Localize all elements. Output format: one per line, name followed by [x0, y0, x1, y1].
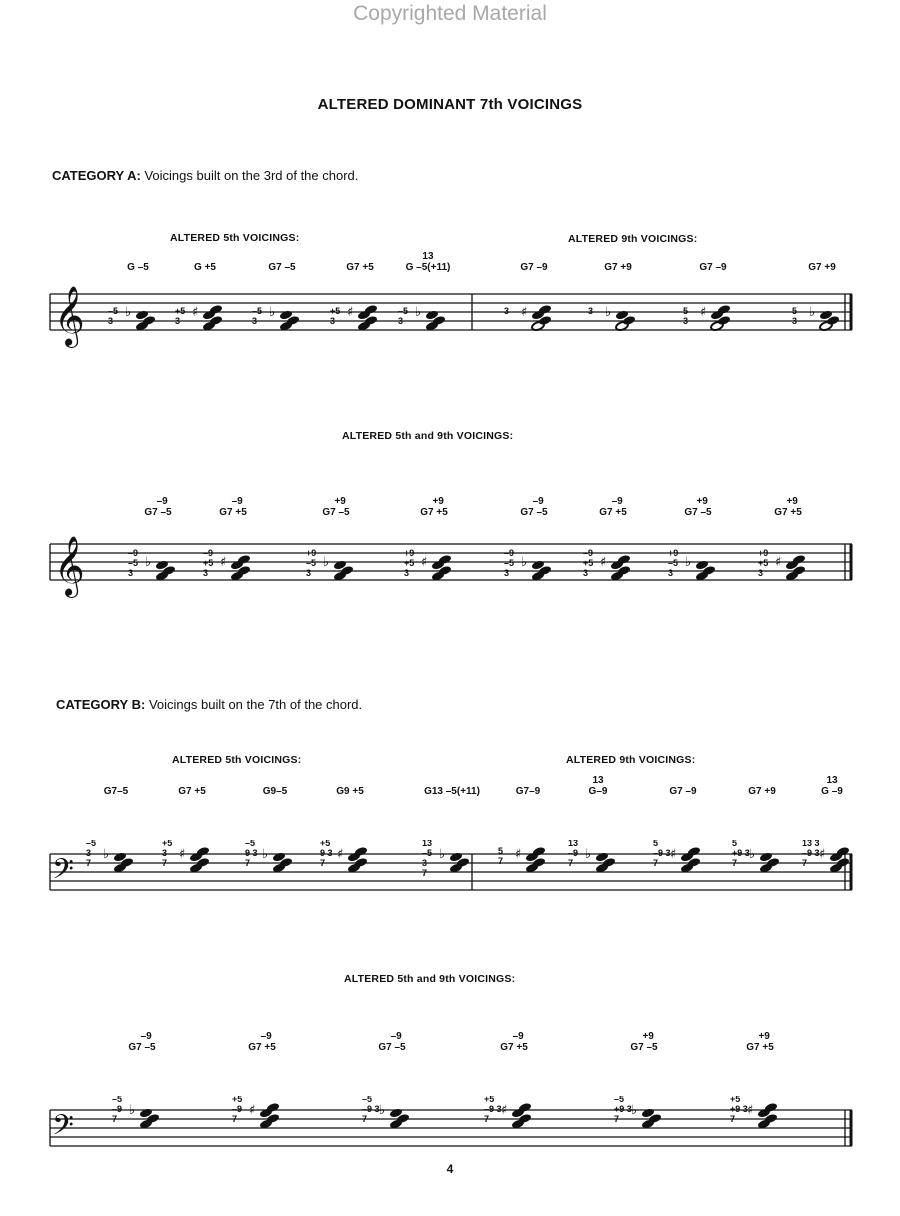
chord-symbol: +9 G7 –5	[630, 1031, 658, 1053]
sharp-sign-icon: ♯	[249, 1103, 256, 1118]
subhead-b-altered-9th: ALTERED 9th VOICINGS:	[566, 754, 696, 766]
interval-figures: –5 –9 3 7	[362, 1096, 380, 1124]
flat-sign-icon: ♭	[103, 847, 110, 862]
chord-voicing	[398, 305, 446, 332]
chord-voicing	[568, 840, 616, 874]
bass-clef-icon: 𝄢	[52, 1109, 74, 1149]
treble-clef-icon: 𝄞	[54, 536, 85, 596]
chord-symbol: G7 +9	[604, 262, 632, 273]
chord-voicing	[245, 840, 293, 874]
interval-figures: –9 –5 3	[504, 548, 515, 578]
sharp-sign-icon: ♯	[337, 847, 344, 862]
flat-sign-icon: ♭	[605, 305, 612, 320]
sharp-sign-icon: ♯	[220, 555, 227, 570]
interval-figures: –9 –5 3	[128, 548, 139, 578]
flat-sign-icon: ♭	[125, 305, 132, 320]
chord-symbol: G –5	[127, 262, 149, 273]
chord-voicing	[362, 1096, 410, 1130]
staff-lines	[50, 544, 852, 580]
chord-symbol: –9 G7 –5	[128, 1031, 156, 1053]
category-a-label: CATEGORY A:	[52, 168, 141, 183]
interval-figures: +9 –5 3	[668, 548, 679, 578]
interval-figures: –9 +5 3	[583, 548, 594, 578]
chord-symbol: +9 G7 +5	[420, 496, 448, 518]
interval-figures: –5 3	[398, 306, 409, 326]
chord-symbol: 13 G –9	[821, 775, 843, 797]
chord-voicing	[484, 1096, 532, 1130]
flat-sign-icon: ♭	[521, 555, 528, 570]
chord-symbol: G9 +5	[336, 786, 364, 797]
category-a-heading	[52, 168, 358, 183]
sharp-sign-icon: ♯	[747, 1103, 754, 1118]
flat-sign-icon: ♭	[631, 1103, 638, 1118]
chord-symbol: G7 –5	[268, 262, 296, 273]
interval-figures: 13 –9 7	[568, 840, 579, 868]
interval-figures: –5 +9 3 7	[614, 1096, 632, 1124]
interval-figures: –5 3 7	[86, 840, 97, 868]
chord-voicing	[730, 1096, 778, 1130]
chord-symbol: –9 G7 +5	[248, 1031, 276, 1053]
interval-figures: 5 –9 3 7	[653, 840, 671, 868]
flat-sign-icon: ♭	[262, 847, 269, 862]
sharp-sign-icon: ♯	[192, 305, 199, 320]
chord-voicing	[498, 846, 546, 874]
sharp-sign-icon: ♯	[819, 847, 826, 862]
category-a-text: Voicings built on the 3rd of the chord.	[144, 168, 359, 183]
chord-voicing	[683, 304, 731, 332]
chord-symbol: +9 G7 –5	[684, 496, 712, 518]
chord-symbol: G7 +9	[808, 262, 836, 273]
chord-voicing	[792, 305, 840, 332]
sharp-sign-icon: ♯	[521, 305, 528, 320]
sharp-sign-icon: ♯	[421, 555, 428, 570]
chord-voicing	[588, 305, 636, 332]
chord-symbol: +9 G7 –5	[322, 496, 350, 518]
staff-1	[0, 280, 900, 390]
chord-symbol: G7–9	[515, 786, 541, 797]
interval-figures: 5 3	[683, 306, 689, 326]
staff-4	[0, 1096, 900, 1166]
sharp-sign-icon: ♯	[179, 847, 186, 862]
sharp-sign-icon: ♯	[700, 305, 707, 320]
subhead-a-altered-5th-9th: ALTERED 5th and 9th VOICINGS:	[342, 430, 514, 442]
chord-symbol: G7 –9	[520, 262, 548, 273]
flat-sign-icon: ♭	[585, 847, 592, 862]
interval-figures: –5 9 3 7	[245, 840, 258, 868]
sharp-sign-icon: ♯	[670, 847, 677, 862]
chord-symbol: G7 +5	[178, 786, 206, 797]
sharp-sign-icon: ♯	[515, 847, 522, 862]
chord-voicing	[252, 305, 300, 332]
flat-sign-icon: ♭	[749, 847, 756, 862]
interval-figures: 13 3 –9 3 7	[802, 840, 820, 868]
chord-symbol: G7 –9	[699, 262, 727, 273]
interval-figures: –9 +5 3	[203, 548, 214, 578]
flat-sign-icon: ♭	[685, 555, 692, 570]
chord-symbol: +9 G7 +5	[774, 496, 802, 518]
subhead-a-altered-5th: ALTERED 5th VOICINGS:	[170, 232, 300, 244]
interval-figures: +5 +9 3 7	[730, 1096, 748, 1124]
chord-symbol: –9 G7 +5	[219, 496, 247, 518]
category-b-text: Voicings built on the 7th of the chord.	[148, 697, 363, 712]
chord-voicing	[614, 1096, 662, 1130]
flat-sign-icon: ♭	[809, 305, 816, 320]
chord-voicing	[330, 304, 378, 332]
chord-symbol: –9 G7 +5	[599, 496, 627, 518]
subhead-b-altered-5th-9th: ALTERED 5th and 9th VOICINGS:	[344, 973, 516, 985]
category-b-heading	[56, 697, 362, 712]
chord-voicing	[108, 305, 156, 332]
bass-clef-icon: 𝄢	[52, 853, 74, 893]
interval-figures: –5 –9 7	[112, 1096, 123, 1124]
watermark: Copyrighted Material	[353, 2, 547, 25]
chord-symbol: 13 G–9	[588, 775, 608, 797]
flat-sign-icon: ♭	[129, 1103, 136, 1118]
staff-3	[0, 840, 900, 910]
chord-voicing	[162, 840, 210, 874]
chord-symbol: G +5	[194, 262, 216, 273]
chord-symbol: –9 G7 –5	[378, 1031, 406, 1053]
chord-symbol: G13 –5(+11)	[424, 786, 480, 797]
chord-voicing	[732, 840, 780, 874]
sharp-sign-icon: ♯	[501, 1103, 508, 1118]
interval-figures: 3	[504, 306, 510, 316]
interval-figures: +5 3	[330, 306, 341, 326]
interval-figures: 5 3	[792, 306, 798, 326]
treble-clef-icon: 𝄞	[54, 286, 85, 346]
chord-voicing	[802, 840, 850, 874]
chord-voicing	[175, 304, 223, 332]
subhead-b-altered-5th: ALTERED 5th VOICINGS:	[172, 754, 302, 766]
chord-symbol: G7 +5	[346, 262, 374, 273]
interval-figures: 3	[588, 306, 594, 316]
staff-lines	[50, 294, 852, 330]
flat-sign-icon: ♭	[379, 1103, 386, 1118]
interval-figures: 5 7	[498, 846, 504, 866]
interval-figures: 5 +9 3 7	[732, 840, 750, 868]
chord-symbol: G7–5	[103, 786, 129, 797]
staff-2	[0, 530, 900, 640]
interval-figures: 13 –5 3 7	[422, 840, 433, 878]
chord-voicing	[112, 1096, 160, 1130]
interval-figures: –5 3	[108, 306, 119, 326]
flat-sign-icon: ♭	[323, 555, 330, 570]
flat-sign-icon: ♭	[145, 555, 152, 570]
interval-figures: +5 9 3 7	[320, 840, 333, 868]
interval-figures: +5 3	[175, 306, 186, 326]
flat-sign-icon: ♭	[269, 305, 276, 320]
interval-figures: +9 –5 3	[306, 548, 317, 578]
chord-symbol: –9 G7 +5	[500, 1031, 528, 1053]
interval-figures: +9 +5 3	[404, 548, 415, 578]
subhead-a-altered-9th: ALTERED 9th VOICINGS:	[568, 233, 698, 245]
chord-symbol: –9 G7 –5	[520, 496, 548, 518]
chord-symbol: G7 –9	[669, 786, 697, 797]
chord-symbol: –9 G7 –5	[144, 496, 172, 518]
chord-symbol: G9–5	[262, 786, 288, 797]
sharp-sign-icon: ♯	[347, 305, 354, 320]
interval-figures: +5 –9 3 7	[484, 1096, 502, 1124]
sharp-sign-icon: ♯	[775, 555, 782, 570]
chord-voicing	[504, 304, 552, 332]
interval-figures: +9 +5 3	[758, 548, 769, 578]
chord-voicing	[86, 840, 134, 874]
chord-symbol: 13 G –5(+11)	[405, 251, 451, 273]
interval-figures: –5 3	[252, 306, 263, 326]
page-number: 4	[446, 1162, 454, 1176]
page-title: ALTERED DOMINANT 7th VOICINGS	[317, 96, 583, 113]
chord-symbol: +9 G7 +5	[746, 1031, 774, 1053]
sharp-sign-icon: ♯	[600, 555, 607, 570]
chord-voicing	[320, 840, 368, 874]
interval-figures: +5 3 7	[162, 840, 173, 868]
flat-sign-icon: ♭	[415, 305, 422, 320]
flat-sign-icon: ♭	[439, 847, 446, 862]
chord-voicing	[232, 1096, 280, 1130]
category-b-label: CATEGORY B:	[56, 697, 146, 712]
chord-voicing	[653, 840, 701, 874]
chord-symbol: G7 +9	[748, 786, 776, 797]
interval-figures: +5 –9 7	[232, 1096, 243, 1124]
